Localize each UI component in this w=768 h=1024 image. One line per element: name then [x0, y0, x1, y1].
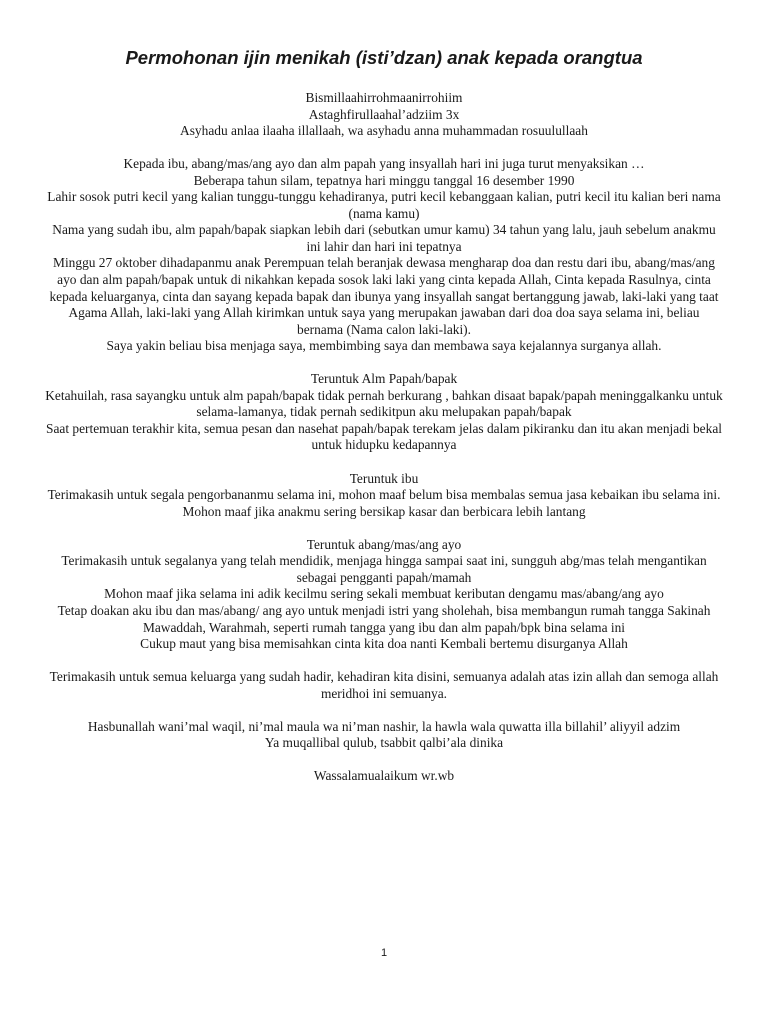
syahadat-line: Asyhadu anlaa ilaaha illallaah, wa asyhadu anna muhammadan rosuulullaah [180, 123, 588, 139]
intro-line: Nama yang sudah ibu, alm papah/bapak siapkan lebih dari (sebutkan umur kamu) 34 tahun yang lalu, jauh sebelum anakmu ini lahir dan hari ini tepatnya [52, 222, 716, 254]
abang-line: Terimakasih untuk segalanya yang telah mendidik, menjaga hingga sampai saat ini, sungguh abg/mas telah mengantikan sebagai pengganti papah/mamah [61, 553, 707, 585]
paragraph-gap [44, 140, 724, 157]
paragraph-gap [44, 454, 724, 471]
paragraph-gap [44, 752, 724, 769]
page-number: 1 [380, 947, 388, 959]
intro-line: Lahir sosok putri kecil yang kalian tunggu-tunggu kehadiranya, putri kecil kebanggaan kalian, putri kecil itu kalian beri nama (nama kamu) [47, 189, 721, 221]
istighfar-line: Astaghfirullaahal’adziim 3x [308, 106, 460, 122]
paragraph-gap [44, 702, 724, 719]
doa-line: Ya muqallibal qulub, tsabbit qalbi’ala dinika [264, 735, 504, 751]
abang-line: Cukup maut yang bisa memisahkan cinta kita doa nanti Kembali bertemu disurganya Allah [140, 636, 628, 652]
paragraph-gap [44, 355, 724, 372]
ibu-line: Terimakasih untuk segala pengorbananmu selama ini, mohon maaf belum bisa membalas semua jasa kebaikan ibu selama ini. [47, 487, 721, 503]
intro-line: Minggu 27 oktober dihadapanmu anak Perempuan telah beranjak dewasa mengharap doa dan restu dari ibu, abang/mas/ang ayo dan alm papah/bapak untuk di nikahkan kepada sosok laki laki yang cinta kepada Allah, Cinta kepada Rasulnya, cinta kepada keluarganya, cinta dan sayang kepada bapak dan ibunya yang insyallah sangat bertanggung jawab, laki-laki yang taat Agama Allah, laki-laki yang Allah kirimkan untuk saya yang merupakan jawaban dari doa doa saya selama ini, beliau bernama (Nama calon laki-laki). [49, 255, 719, 337]
basmalah-line: Bismillaahirrohmaanirrohiim [305, 90, 463, 105]
closing-salam: Wassalamualaikum wr.wb [313, 768, 455, 784]
doa-line: Hasbunallah wani’mal waqil, ni’mal maula wa ni’man nashir, la hawla wala quwatta illa billahil’ aliyyil adzim [87, 718, 681, 734]
paragraph-gap [44, 520, 724, 537]
page-title: Permohonan ijin menikah (isti’dzan) anak kepada orangtua [125, 47, 643, 68]
ibu-line: Mohon maaf jika anakmu sering bersikap kasar dan berbicara lebih lantang [182, 503, 586, 519]
intro-line: Kepada ibu, abang/mas/ang ayo dan alm papah yang insyallah hari ini juga turut menyaksikan … [123, 156, 645, 172]
papah-line: Ketahuilah, rasa sayangku untuk alm papah/bapak tidak pernah berkurang , bahkan disaat bapak/papah meninggalkanku untuk selama-lamanya, tidak pernah sedikitpun aku melupakan papah/bapak [45, 387, 723, 420]
paragraph-gap [44, 653, 724, 670]
section-heading-papah: Teruntuk Alm Papah/bapak [310, 371, 458, 387]
abang-line: Mohon maaf jika selama ini adik kecilmu sering sekali membuat keributan dengamu mas/abang/ang ayo [104, 586, 664, 602]
abang-line: Tetap doakan aku ibu dan mas/abang/ ang ayo untuk menjadi istri yang sholehah, bisa membangun rumah tangga Sakinah Mawaddah, Warahmah, seperti rumah tangga yang ibu dan alm papah/bpk bina selama ini [57, 602, 711, 635]
keluarga-line: Terimakasih untuk semua keluarga yang sudah hadir, kehadiran kita disini, semuanya adalah atas izin allah dan semoga allah meridhoi ini semuanya. [49, 669, 719, 701]
letter-body [44, 90, 724, 785]
intro-line: Beberapa tahun silam, tepatnya hari minggu tanggal 16 desember 1990 [193, 172, 575, 188]
papah-line: Saat pertemuan terakhir kita, semua pesan dan nasehat papah/bapak terekam jelas dalam pikiranku dan itu akan menjadi bekal untuk hidupku kedapannya [46, 420, 722, 453]
section-heading-abang: Teruntuk abang/mas/ang ayo [306, 536, 462, 552]
intro-line: Saya yakin beliau bisa menjaga saya, membimbing saya dan membawa saya kejalannya surganya allah. [106, 338, 662, 354]
section-heading-ibu: Teruntuk ibu [349, 470, 419, 486]
